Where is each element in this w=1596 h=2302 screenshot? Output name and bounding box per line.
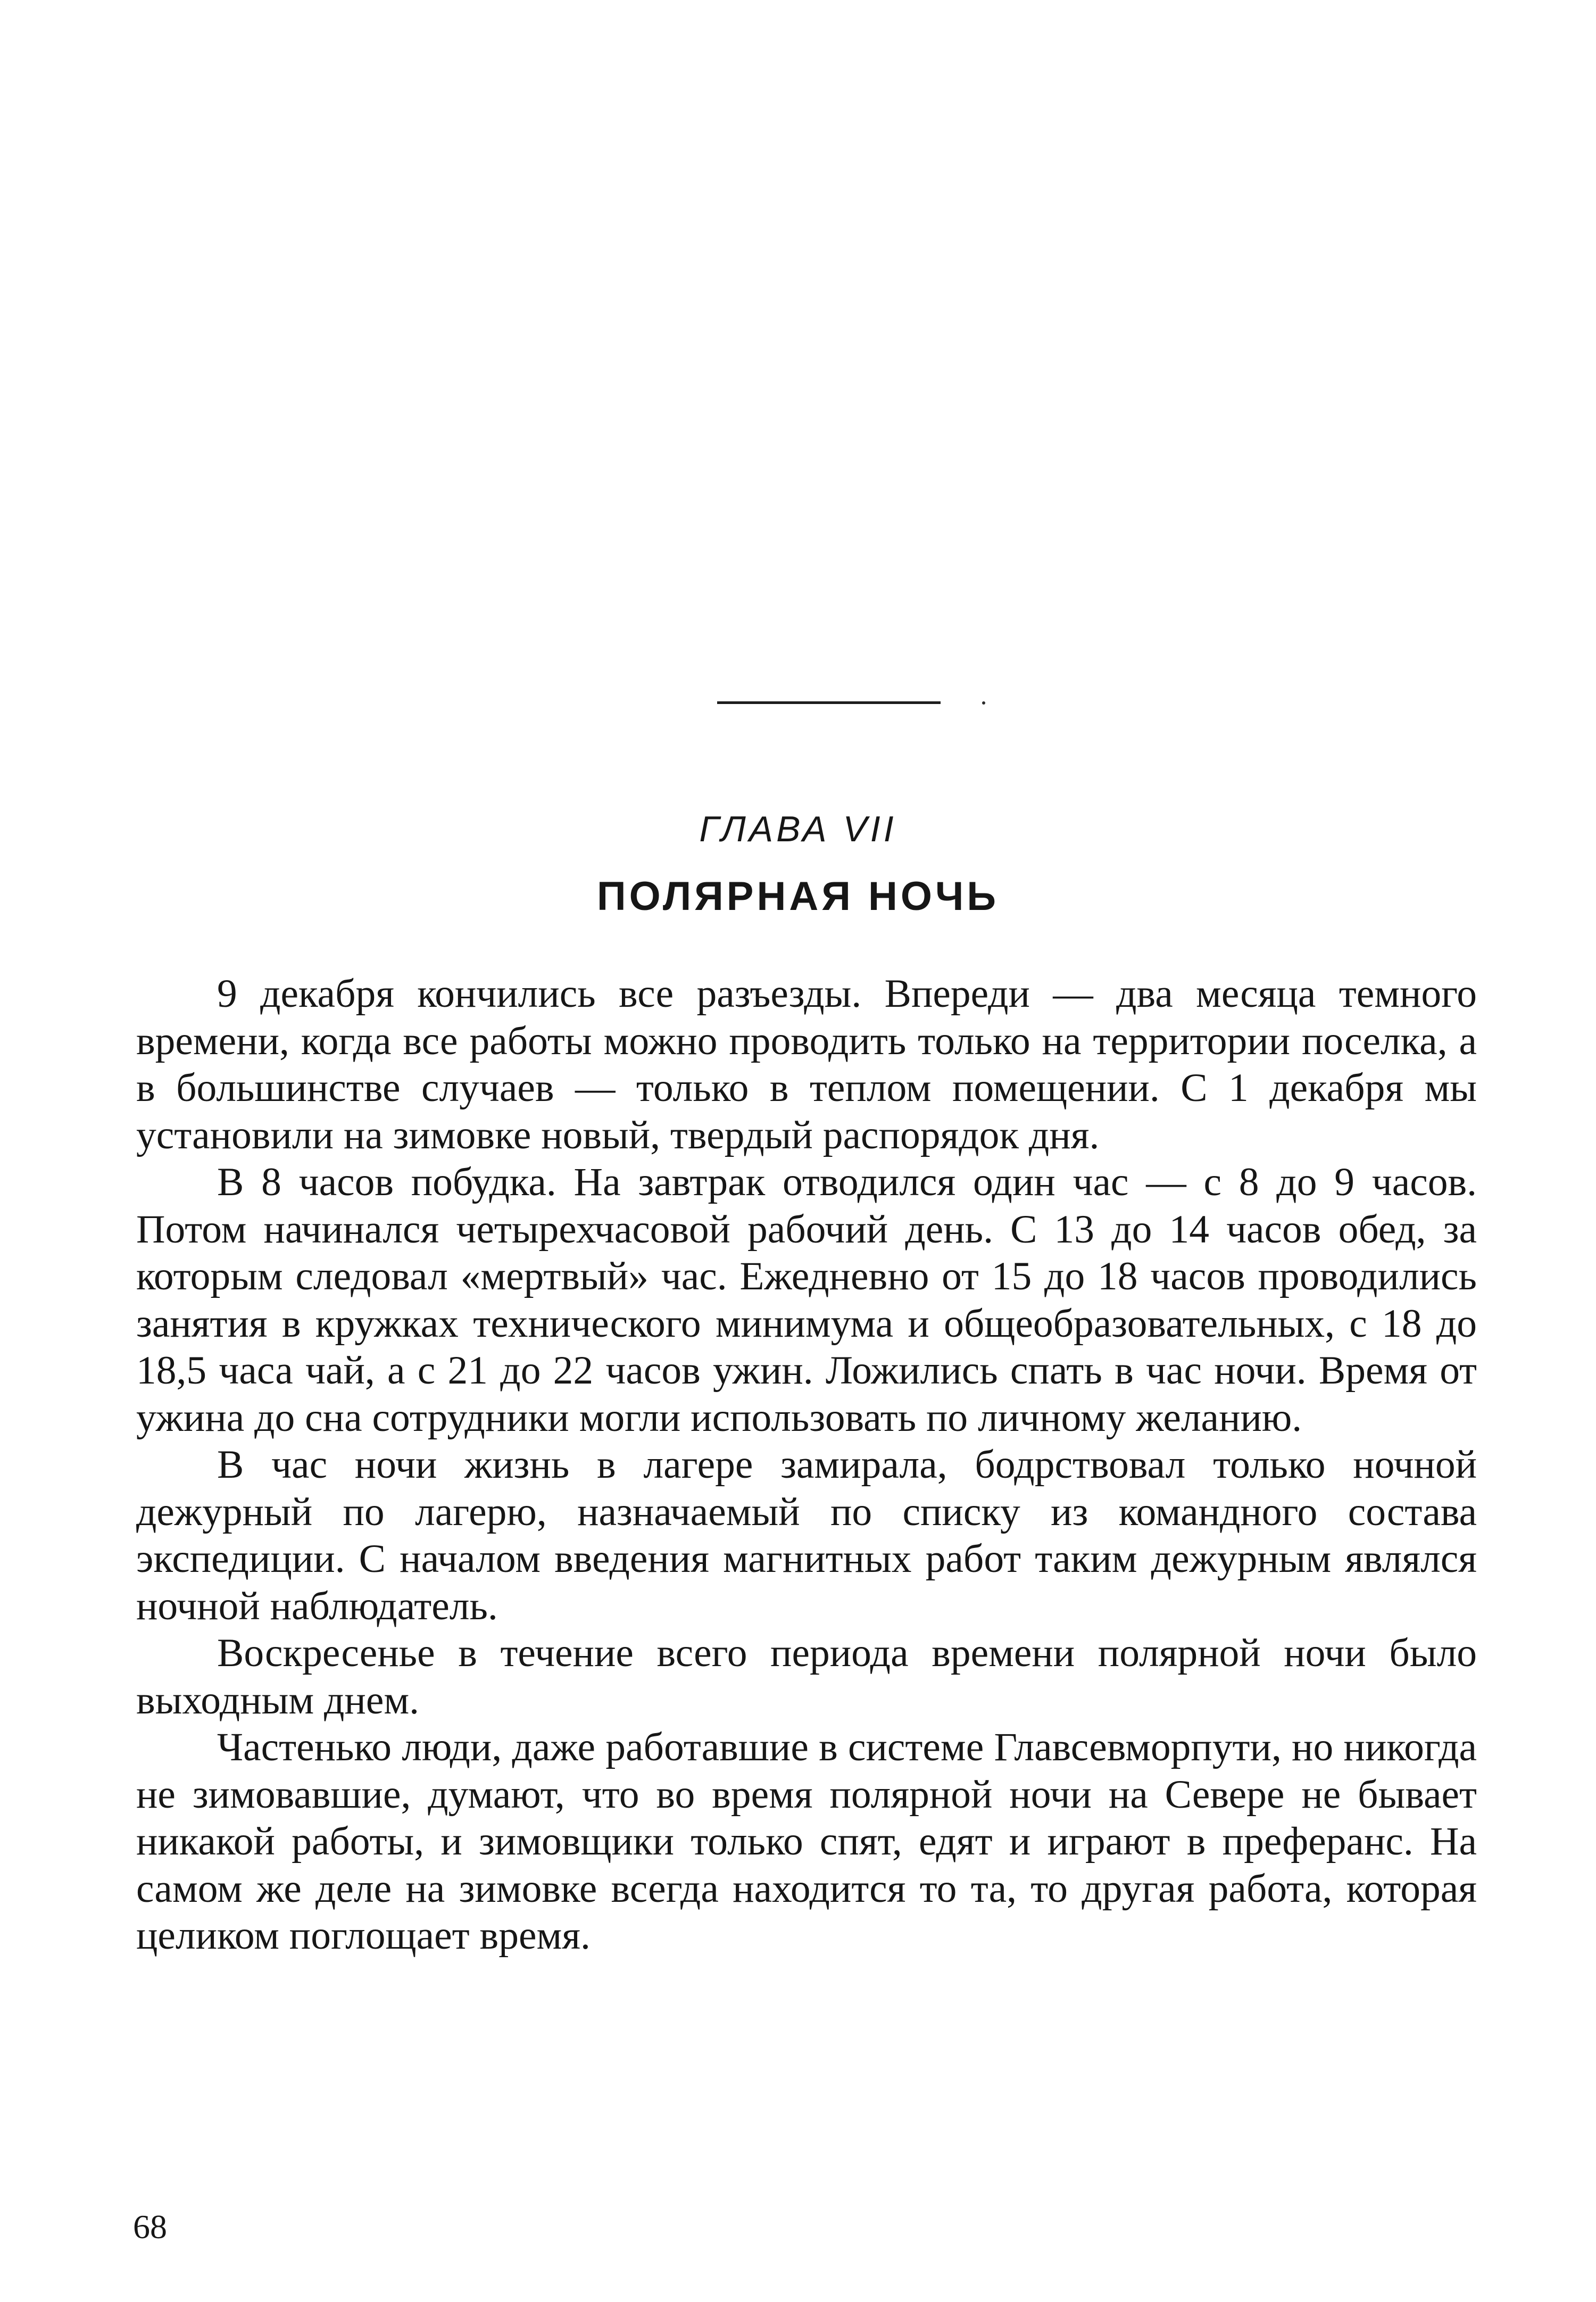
ink-speck [982, 701, 985, 705]
paragraph: В 8 часов побудка. На завтрак отводился один час — с 8 до 9 часов. Потом начинался четырехчасовой рабочий день. С 13 до 14 часов обед, за которым следовал «мертвый» час. Ежедневно от 15 до 18 часов проводились занятия в кружках технического минимума и общеобразовательных, с 18 до 18,5 часа чай, а с 21 до 22 часов ужин. Ложились спать в час ночи. Время от ужина до сна сотрудники могли использовать по личному желанию. [136, 1160, 1477, 1440]
paragraph: Воскресенье в течение всего периода времени полярной ночи было выходным днем. [136, 1631, 1477, 1723]
body-text [136, 971, 1477, 1960]
paragraph: 9 декабря кончились все разъезды. Впереди — два месяца темного времени, когда все работы можно проводить только на территории поселка, а в большинстве случаев — только в теплом помещении. С 1 декабря мы установили на зимовке новый, твердый распорядок дня. [136, 972, 1477, 1157]
page-number: 68 [133, 2208, 167, 2246]
top-rule [717, 701, 941, 704]
paragraph: В час ночи жизнь в лагере замирала, бодрствовал только ночной дежурный по лагерю, назначаемый по списку из командного состава экспедиции. С началом введения магнитных работ таким дежурным являлся ночной наблюдатель. [136, 1443, 1477, 1628]
chapter-title: ПОЛЯРНАЯ НОЧЬ [596, 874, 1000, 919]
paragraph: Частенько люди, даже работавшие в системе Главсевморпути, но никогда не зимовавшие, думают, что во время полярной ночи на Севере не бывает никакой работы, и зимовщики только спят, едят и играют в преферанс. На самом же деле на зимовке всегда находится то та, то другая работа, которая целиком поглощает время. [136, 1725, 1477, 1958]
chapter-label: ГЛАВА VII [699, 809, 897, 849]
